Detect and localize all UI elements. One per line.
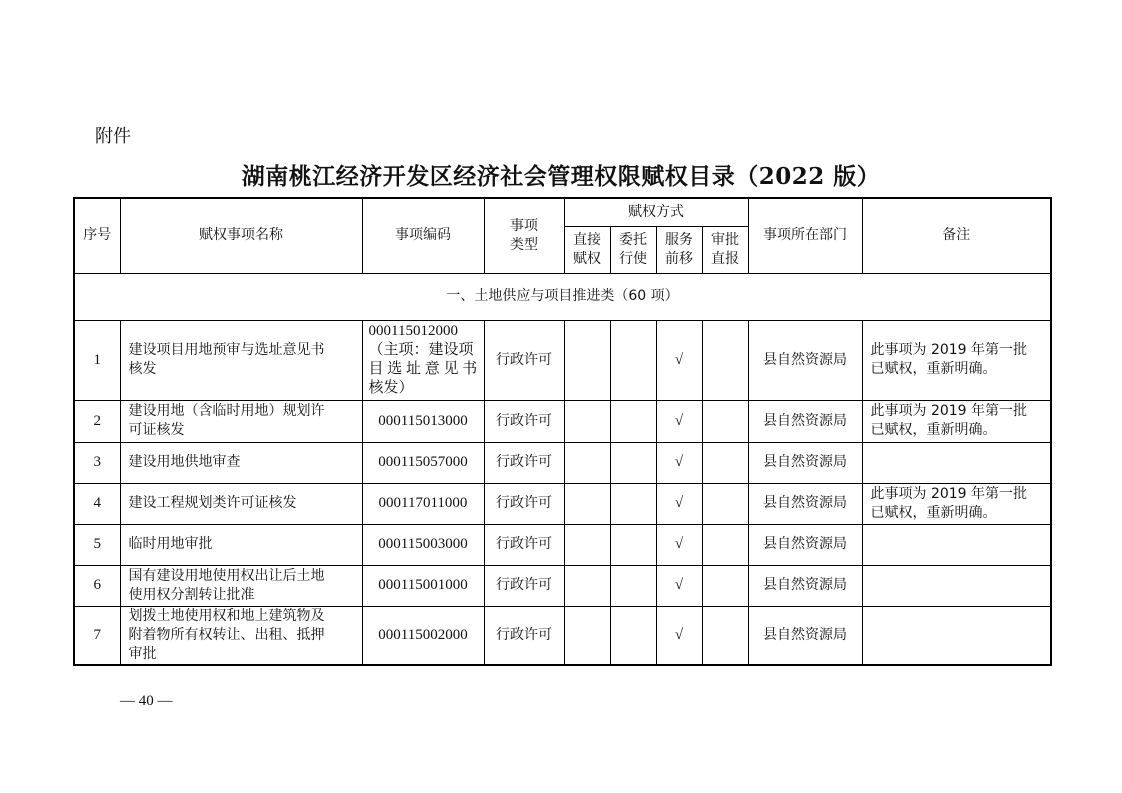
row-entrust bbox=[610, 524, 656, 565]
row-approval-report bbox=[702, 565, 748, 606]
row-service-forward-check: √ bbox=[656, 442, 702, 483]
row-department: 县自然资源局 bbox=[748, 320, 862, 400]
row-item-name bbox=[120, 524, 362, 565]
row-item-name bbox=[120, 320, 362, 400]
header-code: 事项编码 bbox=[362, 198, 484, 273]
authority-catalog-table bbox=[73, 197, 1052, 666]
row-entrust bbox=[610, 565, 656, 606]
row-entrust bbox=[610, 606, 656, 665]
header-direct-line1: 直接 bbox=[573, 231, 601, 248]
remark-line: 此事项为 2019 年第一批 bbox=[870, 403, 1028, 419]
remark-line: 已赋权，重新明确。 bbox=[870, 504, 997, 521]
row-item-code bbox=[362, 442, 484, 483]
item-code-line: 000115057000 bbox=[378, 454, 468, 470]
header-type-line1: 事项 bbox=[510, 217, 538, 234]
row-seq: 4 bbox=[74, 483, 120, 524]
row-remark bbox=[862, 442, 1051, 483]
row-seq: 2 bbox=[74, 400, 120, 442]
document-title: 湖南桃江经济开发区经济社会管理权限赋权目录（2022 版） bbox=[241, 163, 881, 190]
row-approval-report bbox=[702, 524, 748, 565]
row-seq: 7 bbox=[74, 606, 120, 665]
header-remark: 备注 bbox=[862, 198, 1051, 273]
item-code-line: 核发） bbox=[368, 380, 414, 396]
row-service-forward-check: √ bbox=[656, 400, 702, 442]
header-type-line2: 类型 bbox=[510, 236, 538, 253]
header-service-line2: 前移 bbox=[665, 250, 693, 267]
row-remark bbox=[862, 320, 1051, 400]
row-entrust bbox=[610, 400, 656, 442]
table-row bbox=[74, 442, 1051, 483]
row-entrust bbox=[610, 320, 656, 400]
row-direct-grant bbox=[564, 483, 610, 524]
table-header bbox=[74, 198, 1051, 273]
table-row bbox=[74, 320, 1051, 400]
row-item-type: 行政许可 bbox=[484, 606, 564, 665]
row-item-code bbox=[362, 320, 484, 400]
row-department: 县自然资源局 bbox=[748, 483, 862, 524]
item-name-line: 建设项目用地预审与选址意见书 bbox=[128, 342, 325, 358]
row-item-name bbox=[120, 606, 362, 665]
table-row bbox=[74, 524, 1051, 565]
remark-line: 已赋权，重新明确。 bbox=[870, 361, 997, 377]
header-entrust bbox=[610, 226, 656, 273]
table-row bbox=[74, 565, 1051, 606]
item-code-line: 000117011000 bbox=[378, 495, 468, 511]
row-item-code bbox=[362, 524, 484, 565]
attachment-label: 附件 bbox=[95, 126, 131, 147]
header-service bbox=[656, 226, 702, 273]
item-code-line: 000115013000 bbox=[378, 412, 468, 429]
table-row bbox=[74, 606, 1051, 665]
row-service-forward-check: √ bbox=[656, 606, 702, 665]
item-name-line: 国有建设用地使用权出让后土地 bbox=[128, 567, 325, 584]
row-remark bbox=[862, 483, 1051, 524]
item-code-line: （主项：建设项 bbox=[368, 342, 474, 358]
row-seq: 5 bbox=[74, 524, 120, 565]
row-approval-report bbox=[702, 483, 748, 524]
row-approval-report bbox=[702, 442, 748, 483]
item-name-line: 核发 bbox=[128, 361, 157, 377]
row-remark bbox=[862, 606, 1051, 665]
row-entrust bbox=[610, 442, 656, 483]
row-item-type: 行政许可 bbox=[484, 400, 564, 442]
row-direct-grant bbox=[564, 442, 610, 483]
row-item-type: 行政许可 bbox=[484, 483, 564, 524]
row-item-type: 行政许可 bbox=[484, 524, 564, 565]
header-dept: 事项所在部门 bbox=[748, 198, 862, 273]
header-entrust-line1: 委托 bbox=[619, 231, 647, 248]
row-service-forward-check: √ bbox=[656, 320, 702, 400]
row-entrust bbox=[610, 483, 656, 524]
remark-line: 此事项为 2019 年第一批 bbox=[870, 342, 1028, 358]
row-item-type: 行政许可 bbox=[484, 565, 564, 606]
row-service-forward-check: √ bbox=[656, 524, 702, 565]
row-direct-grant bbox=[564, 400, 610, 442]
item-name-line: 审批 bbox=[128, 645, 157, 662]
header-type bbox=[484, 198, 564, 273]
header-service-line1: 服务 bbox=[665, 231, 693, 248]
row-item-name bbox=[120, 483, 362, 524]
header-method: 赋权方式 bbox=[564, 198, 748, 226]
item-name-line: 建设工程规划类许可证核发 bbox=[128, 495, 297, 511]
remark-line: 已赋权，重新明确。 bbox=[870, 422, 997, 438]
row-remark bbox=[862, 400, 1051, 442]
header-seq: 序号 bbox=[74, 198, 120, 273]
header-approval-line2: 直报 bbox=[711, 250, 739, 267]
row-item-code bbox=[362, 606, 484, 665]
row-service-forward-check: √ bbox=[656, 565, 702, 606]
row-remark bbox=[862, 565, 1051, 606]
row-seq: 6 bbox=[74, 565, 120, 606]
item-name-line: 使用权分割转让批准 bbox=[128, 586, 255, 603]
section-title: 一、土地供应与项目推进类（60 项） bbox=[74, 273, 1051, 320]
row-service-forward-check: √ bbox=[656, 483, 702, 524]
page-number: — 40 — bbox=[120, 693, 173, 709]
item-code-line: 000115002000 bbox=[378, 626, 468, 643]
row-department: 县自然资源局 bbox=[748, 524, 862, 565]
row-direct-grant bbox=[564, 524, 610, 565]
item-code-line: 目 选 址 意 见 书 bbox=[368, 361, 478, 377]
header-approval bbox=[702, 226, 748, 273]
row-approval-report bbox=[702, 320, 748, 400]
row-seq: 1 bbox=[74, 320, 120, 400]
item-code-line: 000115001000 bbox=[378, 577, 468, 593]
item-name-line: 建设用地供地审查 bbox=[128, 454, 241, 470]
row-item-name bbox=[120, 565, 362, 606]
row-direct-grant bbox=[564, 606, 610, 665]
header-direct-line2: 赋权 bbox=[573, 250, 601, 267]
row-remark bbox=[862, 524, 1051, 565]
remark-line: 此事项为 2019 年第一批 bbox=[870, 485, 1028, 502]
row-department: 县自然资源局 bbox=[748, 400, 862, 442]
section-row bbox=[74, 273, 1051, 320]
row-department: 县自然资源局 bbox=[748, 565, 862, 606]
item-name-line: 可证核发 bbox=[128, 422, 185, 438]
row-direct-grant bbox=[564, 320, 610, 400]
row-seq: 3 bbox=[74, 442, 120, 483]
table-row bbox=[74, 483, 1051, 524]
item-name-line: 临时用地审批 bbox=[128, 536, 213, 552]
row-item-type: 行政许可 bbox=[484, 442, 564, 483]
item-code-line: 000115012000 bbox=[368, 323, 458, 339]
row-item-type: 行政许可 bbox=[484, 320, 564, 400]
row-item-code bbox=[362, 483, 484, 524]
table-row bbox=[74, 400, 1051, 442]
row-direct-grant bbox=[564, 565, 610, 606]
header-approval-line1: 审批 bbox=[711, 231, 739, 248]
header-entrust-line2: 行使 bbox=[619, 250, 647, 267]
row-department: 县自然资源局 bbox=[748, 606, 862, 665]
item-name-line: 划拨土地使用权和地上建筑物及 bbox=[128, 607, 325, 624]
row-item-name bbox=[120, 400, 362, 442]
item-name-line: 附着物所有权转让、出租、抵押 bbox=[128, 626, 325, 643]
row-approval-report bbox=[702, 606, 748, 665]
header-direct bbox=[564, 226, 610, 273]
item-name-line: 建设用地（含临时用地）规划许 bbox=[128, 403, 325, 419]
row-item-name bbox=[120, 442, 362, 483]
row-item-code bbox=[362, 565, 484, 606]
row-approval-report bbox=[702, 400, 748, 442]
row-department: 县自然资源局 bbox=[748, 442, 862, 483]
item-code-line: 000115003000 bbox=[378, 536, 468, 552]
row-item-code bbox=[362, 400, 484, 442]
table-body bbox=[74, 273, 1051, 665]
header-name: 赋权事项名称 bbox=[120, 198, 362, 273]
